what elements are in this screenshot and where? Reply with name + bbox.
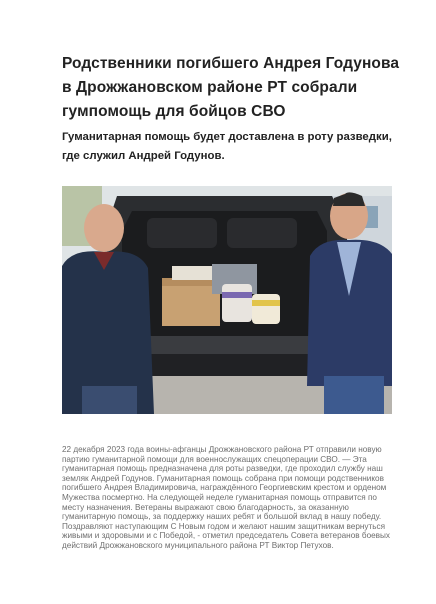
photo-car-seat xyxy=(227,218,297,248)
article-photo xyxy=(62,186,392,414)
article-headline: Родственники погибшего Андрея Годунова в Дрожжановском районе РТ собрали гумпомощь для бойцов СВО xyxy=(62,55,400,120)
photo-cargo-bucket xyxy=(252,294,280,324)
photo-person-left-head xyxy=(84,204,124,252)
article-body: 22 декабря 2023 года воины-афганцы Дрожжановского района РТ отправили новую партию гуманитарной помощи для военнослужащих спецоперации СВО. — Эта гуманитарная помощь предназначена для роты разведки, где проходил службу наш земляк Андрей Годунов. Гуманитарная помощь собрана при помощи родственников погибшего Андрея Владимировича, награждённого Георгиевским крестом и орденом Мужества посмертно. На следующей неделе гуманитарная помощь отправится по месту назначения. Ветераны выражают свою благодарность, за оказанную гуманитарную помощь, за поддержку наших ребят и большой вклад в нашу победу. Поздравляют наступающим С Новым годом и желают нашим защитникам вернуться живыми и здоровыми и с Победой, - отметил председатель Совета ветеранов боевых действий Дрожжановского муниципального района РТ Виктор Петухов. xyxy=(62,445,391,550)
photo-illustration xyxy=(62,186,392,414)
photo-person-right-jeans xyxy=(324,376,384,414)
photo-person-left-jeans xyxy=(82,386,137,414)
article-lead: Гуманитарная помощь будет доставлена в роту разведки, где служил Андрей Годунов. xyxy=(62,131,392,162)
photo-cargo-small-box xyxy=(172,266,212,280)
photo-cargo-bucket-label xyxy=(252,300,280,306)
photo-cargo-bucket-label xyxy=(222,292,252,298)
photo-car-seat xyxy=(147,218,217,248)
photo-cargo-bucket xyxy=(222,284,252,322)
